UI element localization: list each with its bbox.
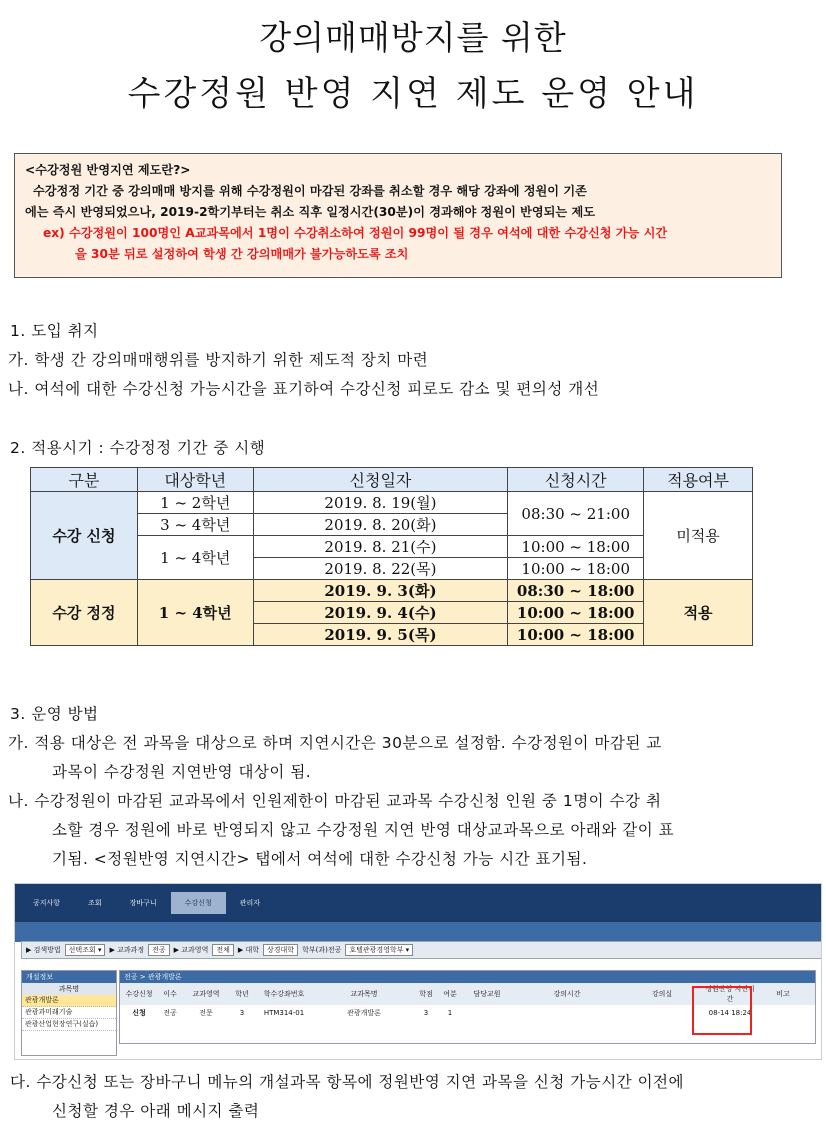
reg-grade-2: 3 ~ 4학년	[137, 514, 253, 536]
course-list-panel	[21, 970, 117, 1056]
cell-code: HTM314-01	[263, 1009, 305, 1017]
col-room: 강의실	[651, 990, 673, 998]
section3-heading: 3. 운영 방법	[10, 705, 99, 723]
adj-grade: 1 ~ 4학년	[137, 580, 253, 646]
search-method-label: ▶ 검색방법	[26, 946, 61, 954]
section3-a-line1: 가. 적용 대상은 전 과목을 대상으로 하며 지연시간은 30분으로 설정함. 수강정원이 마감된 교	[8, 734, 662, 752]
col-code: 학수강좌번호	[263, 990, 305, 998]
adj-time-2: 10:00 ~ 18:00	[508, 602, 644, 624]
section3-c-line2: 신청할 경우 아래 메시지 출력	[52, 1102, 260, 1120]
section3-b-line2: 소할 경우 정원에 바로 반영되지 않고 수강정원 지연 반영 대상교과목으로 아래와 같이 표	[52, 821, 675, 839]
page-title-line1: 강의매매방지를 위한	[259, 18, 567, 57]
major-select[interactable]: 호텔관광경영학부 ▾	[345, 944, 413, 956]
section1-item-b: 나. 여석에 대한 수강신청 가능시간을 표기하여 수강신청 피로도 감소 및 편의성 개선	[8, 380, 600, 398]
reg-status: 미적용	[644, 492, 753, 580]
notice-box	[14, 153, 782, 278]
section3-a-line2: 과목이 수강정원 지연반영 대상이 됨.	[52, 763, 312, 781]
course-list-item[interactable]: 관광산업현장연구(실습)	[22, 1019, 116, 1031]
col-delay: 정원반영 지연시간	[705, 985, 755, 1003]
th-division: 구분	[31, 468, 138, 492]
col-time: 강의시간	[553, 990, 581, 998]
search-bar	[21, 941, 822, 959]
col-title: 교과목명	[350, 990, 378, 998]
reg-date-1: 2019. 8. 19(월)	[253, 492, 508, 514]
th-status: 적용여부	[644, 468, 753, 492]
notice-heading: <수강정원 반영지연 제도란?>	[25, 163, 191, 177]
reg-label: 수강 신청	[31, 492, 138, 580]
section1-heading: 1. 도입 취지	[10, 322, 99, 340]
search-method-select[interactable]: 선택조회 ▾	[65, 944, 106, 956]
reg-time-2: 10:00 ~ 18:00	[508, 536, 644, 558]
nav-bar	[15, 884, 821, 922]
major-label: 학부(과)전공	[302, 946, 342, 954]
college-select[interactable]: 상경대학	[263, 944, 298, 956]
reg-date-4: 2019. 8. 22(목)	[253, 558, 508, 580]
col-note: 비고	[776, 990, 790, 998]
tab-notice[interactable]: 공지사항	[33, 899, 61, 907]
reg-time-3: 10:00 ~ 18:00	[508, 558, 644, 580]
cell-type: 전공	[163, 1009, 177, 1017]
col-credit: 학점	[419, 990, 433, 998]
adj-date-2: 2019. 9. 4(수)	[253, 602, 508, 624]
tab-search[interactable]: 조회	[88, 899, 102, 907]
reg-time-1: 08:30 ~ 21:00	[508, 492, 644, 536]
col-type: 이수	[163, 990, 177, 998]
area-select[interactable]: 전체	[212, 944, 234, 956]
section3-b-line3: 기됨. <정원반영 지연시간> 탭에서 여석에 대한 수강신청 가능 시간 표기됨.	[52, 850, 588, 868]
reg-grade-1: 1 ~ 2학년	[137, 492, 253, 514]
curriculum-label: ▶ 교과과정	[109, 946, 145, 954]
tab-cart[interactable]: 장바구니	[129, 899, 157, 907]
cell-title: 관광개발론	[347, 1009, 381, 1017]
cell-year: 3	[239, 1009, 245, 1017]
tab-registration[interactable]: 수강신청	[171, 892, 226, 914]
cell-delay: 08-14 18:24	[708, 1009, 752, 1017]
col-year: 학년	[235, 990, 249, 998]
col-professor: 담당교원	[473, 990, 501, 998]
col-area: 교과영역	[192, 990, 220, 998]
course-detail-title: 전공 > 관광개발론	[120, 971, 815, 983]
adj-status: 적용	[644, 580, 753, 646]
adj-time-3: 10:00 ~ 18:00	[508, 624, 644, 646]
adj-date-3: 2019. 9. 5(목)	[253, 624, 508, 646]
cell-area: 전문	[199, 1009, 213, 1017]
section2-heading: 2. 적용시기 : 수강정정 기간 중 시행	[10, 439, 266, 457]
notice-body-1: 수강정정 기간 중 강의매매 방지를 위해 수강정원이 마감된 강좌를 취소할 경우 해당 강좌에 정원이 기존	[33, 184, 587, 198]
adj-date-1: 2019. 9. 3(화)	[253, 580, 508, 602]
tab-admin[interactable]: 관리자	[239, 899, 261, 907]
reg-date-3: 2019. 8. 21(수)	[253, 536, 508, 558]
sub-nav-strip	[15, 922, 821, 942]
curriculum-select[interactable]: 전공	[148, 944, 170, 956]
adj-label: 수강 정정	[31, 580, 138, 646]
notice-body-2: 에는 즉시 반영되었으나, 2019-2학기부터는 취소 직후 일정시간(30분)이 경과해야 정원이 반영되는 제도	[25, 205, 595, 219]
course-list-subheader: 과목명	[22, 983, 116, 995]
notice-example-1: ex) 수강정원이 100명인 A교과목에서 1명이 수강취소하여 정원이 99명이 될 경우 여석에 대한 수강신청 가능 시간	[43, 226, 668, 240]
course-list-item[interactable]: 관광개발론	[22, 995, 116, 1007]
adj-time-1: 08:30 ~ 18:00	[508, 580, 644, 602]
section3-b-line1: 나. 수강정원이 마감된 교과목에서 인원제한이 마감된 교과목 수강신청 인원 중 1명이 수강 취	[8, 792, 662, 810]
schedule-table	[30, 467, 753, 646]
course-list-title: 개설정보	[22, 971, 116, 983]
cell-remaining: 1	[447, 1009, 453, 1017]
delay-time-highlight	[692, 986, 752, 1035]
page-title-line2: 수강정원 반영 지연 제도 운영 안내	[127, 74, 699, 114]
reg-grade-3: 1 ~ 4학년	[137, 536, 253, 580]
section1-item-a: 가. 학생 간 강의매매행위를 방지하기 위한 제도적 장치 마련	[8, 351, 429, 369]
col-register: 수강신청	[125, 990, 153, 998]
cell-credit: 3	[423, 1009, 429, 1017]
col-remaining: 여분	[443, 990, 457, 998]
college-label: ▶ 대학	[237, 946, 260, 954]
register-button[interactable]: 신청	[132, 1009, 146, 1017]
th-grade: 대상학년	[137, 468, 253, 492]
section3-c-line1: 다. 수강신청 또는 장바구니 메뉴의 개설과목 항목에 정원반영 지연 과목을 신청 가능시간 이전에	[10, 1073, 685, 1091]
reg-date-2: 2019. 8. 20(화)	[253, 514, 508, 536]
notice-example-2: 을 30분 뒤로 설정하여 학생 간 강의매매가 불가능하도록 조치	[75, 247, 409, 261]
course-list-item[interactable]: 관광과미래기술	[22, 1007, 116, 1019]
th-date: 신청일자	[253, 468, 508, 492]
area-label: ▶ 교과영역	[173, 946, 209, 954]
th-time: 신청시간	[508, 468, 644, 492]
